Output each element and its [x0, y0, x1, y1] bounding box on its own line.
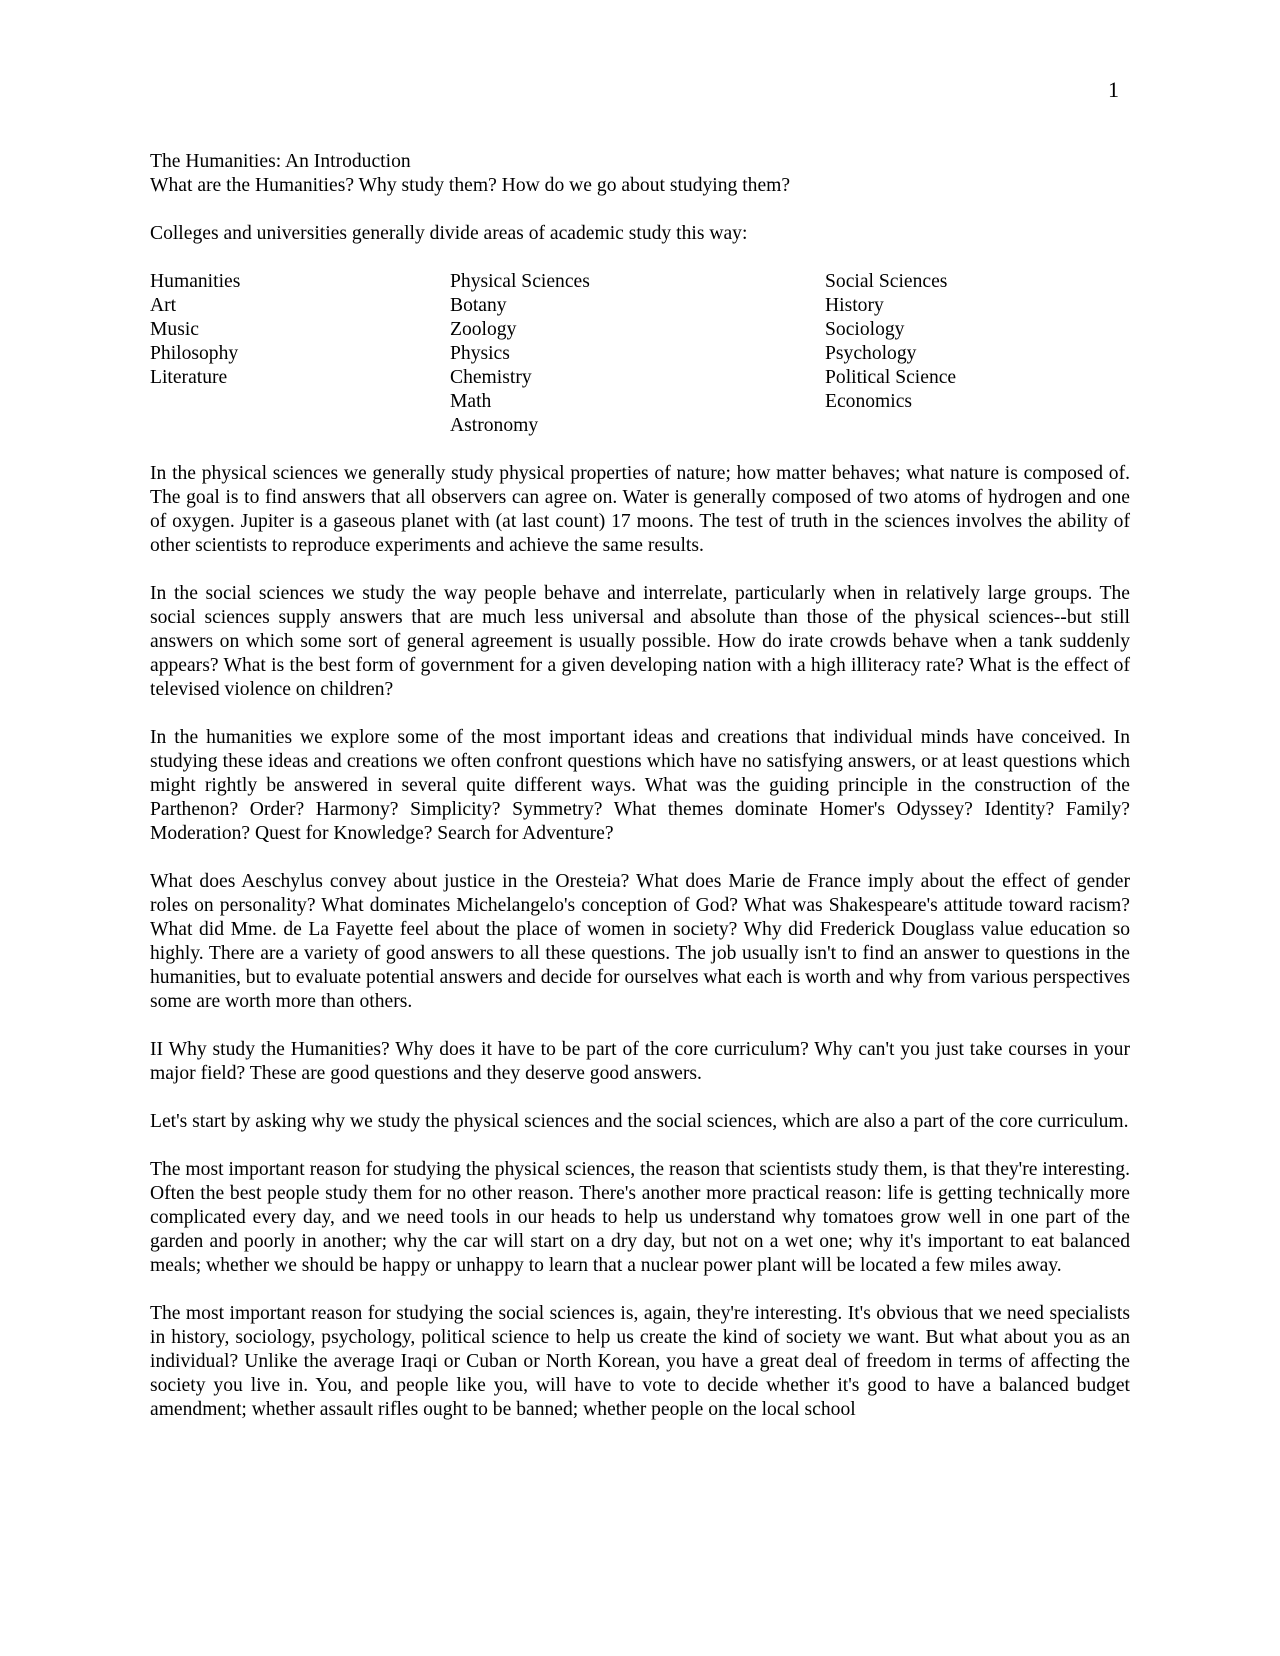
paragraph-why-study: II Why study the Humanities? Why does it have to be part of the core curriculum? Why can't you just take courses in your major field? These are good questions and they deserve good answers. — [150, 1039, 1130, 1084]
column-item: Psychology — [825, 343, 917, 364]
page-number: 1 — [1108, 77, 1119, 102]
document-body — [150, 150, 1130, 1422]
column-item: Literature — [150, 367, 228, 388]
column-item: Zoology — [450, 319, 517, 340]
spacer — [150, 1134, 1130, 1158]
column-item: Sociology — [825, 319, 905, 340]
physical-sciences-column — [450, 270, 590, 438]
spacer — [150, 1278, 1130, 1302]
spacer — [150, 702, 1130, 726]
spacer — [150, 1014, 1130, 1038]
spacer — [150, 246, 1130, 270]
column-item: Music — [150, 319, 199, 340]
document-subtitle: What are the Humanities? Why study them? How do we go about studying them? — [150, 175, 791, 196]
spacer — [150, 198, 1130, 222]
column-item: History — [825, 295, 884, 316]
humanities-column — [150, 270, 240, 390]
column-item: Economics — [825, 391, 913, 412]
column-item: Physics — [450, 343, 510, 364]
column-item: Botany — [450, 295, 507, 316]
paragraph-physical-sciences: In the physical sciences we generally study physical properties of nature; how matter behaves; what nature is composed of. The goal is to find answers that all observers can agree on. Water is generally composed of two atoms of hydrogen and one of oxygen. Jupiter is a gaseous planet with (at last count) 17 moons. The test of truth in the sciences involves the ability of other scientists to reproduce experiments and achieve the same results. — [150, 463, 1130, 556]
paragraph-social-reasons: The most important reason for studying the social sciences is, again, they're interesting. It's obvious that we need specialists in history, sociology, psychology, political science to help us create the kind of society we want. But what about you as an individual? Unlike the average Iraqi or Cuban or North Korean, you have a great deal of freedom in terms of affecting the society you live in. You, and people like you, will have to vote to decide whether it's good to have a balanced budget amendment; whether assault rifles ought to be banned; whether people on the local school — [150, 1303, 1130, 1420]
spacer — [150, 846, 1130, 870]
spacer — [150, 438, 1130, 462]
subject-columns — [150, 270, 1130, 438]
column-heading: Physical Sciences — [450, 271, 590, 292]
column-heading: Humanities — [150, 271, 241, 292]
column-item: Chemistry — [450, 367, 532, 388]
column-item: Political Science — [825, 367, 957, 388]
social-sciences-column — [825, 270, 956, 414]
paragraph-social-sciences: In the social sciences we study the way people behave and interrelate, particularly when in relatively large groups. The social sciences supply answers that are much less universal and absolute than those of the physical sciences--but still answers on which some sort of general agreement is usually possible. How do irate crowds behave when a tank suddenly appears? What is the best form of government for a given developing nation with a high illiteracy rate? What is the effect of televised violence on children? — [150, 583, 1130, 700]
spacer — [150, 558, 1130, 582]
paragraph-humanities: In the humanities we explore some of the most important ideas and creations that individual minds have conceived. In studying these ideas and creations we often confront questions which have no satisfying answers, or at least questions which might rightly be answered in several quite different ways. What was the guiding principle in the construction of the Parthenon? Order? Harmony? Simplicity? Symmetry? What themes dominate Homer's Odyssey? Identity? Family? Moderation? Quest for Knowledge? Search for Adventure? — [150, 727, 1130, 844]
spacer — [150, 1086, 1130, 1110]
paragraph-lets-start: Let's start by asking why we study the physical sciences and the social sciences, which are also a part of the core curriculum. — [150, 1111, 1129, 1132]
column-item: Philosophy — [150, 343, 239, 364]
column-heading: Social Sciences — [825, 271, 948, 292]
column-item: Art — [150, 295, 177, 316]
column-item: Astronomy — [450, 415, 539, 436]
column-item: Math — [450, 391, 492, 412]
paragraph-physical-reasons: The most important reason for studying the physical sciences, the reason that scientists study them, is that they're interesting. Often the best people study them for no other reason. There's another more practical reason: life is getting technically more complicated every day, and we need tools in our heads to help us understand why tomatoes grow well in one part of the garden and poorly in another; why the car will start on a dry day, but not on a wet one; why it's important to eat balanced meals; whether we should be happy or unhappy to learn that a nuclear power plant will be located a few miles away. — [150, 1159, 1130, 1276]
paragraph-humanities-questions: What does Aeschylus convey about justice in the Oresteia? What does Marie de France imply about the effect of gender roles on personality? What dominates Michelangelo's conception of God? What was Shakespeare's attitude toward racism? What did Mme. de La Fayette feel about the place of women in society? Why did Frederick Douglass value education so highly. There are a variety of good answers to all these questions. The job usually isn't to find an answer to questions in the humanities, but to evaluate potential answers and decide for ourselves what each is worth and why from various perspectives some are worth more than others. — [150, 871, 1130, 1012]
document-title: The Humanities: An Introduction — [150, 151, 411, 172]
intro-line: Colleges and universities generally divide areas of academic study this way: — [150, 223, 748, 244]
